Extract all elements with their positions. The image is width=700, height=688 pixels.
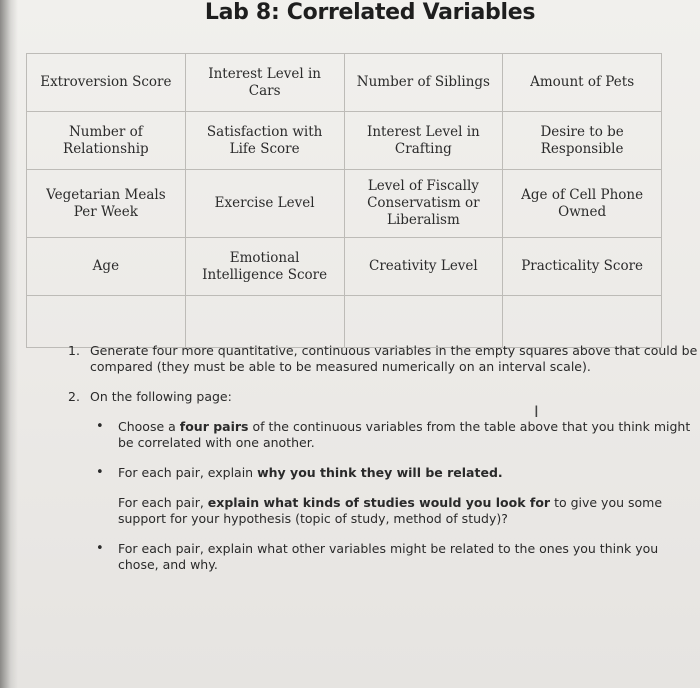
table-cell: Creativity Level xyxy=(344,238,503,296)
bullet-list xyxy=(90,419,698,573)
table-cell: Age xyxy=(27,238,186,296)
bullet-item: • Choose a four pairs of the continuous variables from the table above that you think might be correlated with one another. xyxy=(96,419,691,450)
table-row xyxy=(27,170,662,238)
bullet-item: For each pair, explain what kinds of studies would you look for to give you some support for your hypothesis (topic of study, method of study)? xyxy=(118,495,663,526)
table-cell: Exercise Level xyxy=(185,170,344,238)
table-cell: Number of Siblings xyxy=(344,54,503,112)
table-cell: Extroversion Score xyxy=(27,54,186,112)
item-number: 1. xyxy=(68,343,80,358)
table-row xyxy=(27,112,662,170)
item-number: 2. xyxy=(68,389,80,404)
bullet-icon: • xyxy=(96,541,104,556)
table-row xyxy=(27,54,662,112)
table-cell: Amount of Pets xyxy=(503,54,662,112)
bullet-item: • For each pair, explain why you think they will be related. xyxy=(96,465,503,480)
instruction-item-2 xyxy=(62,389,698,573)
variables-table xyxy=(26,53,662,348)
table-cell: Age of Cell Phone Owned xyxy=(503,170,662,238)
instruction-item-1 xyxy=(62,343,698,375)
table-cell: Interest Level in Cars xyxy=(185,54,344,112)
empty-cell xyxy=(503,296,662,348)
item-text: On the following page: xyxy=(90,389,232,404)
page-title: Lab 8: Correlated Variables xyxy=(204,0,536,25)
bullet-icon: • xyxy=(96,419,104,434)
table-row xyxy=(27,238,662,296)
empty-cell xyxy=(185,296,344,348)
table-cell: Desire to be Responsible xyxy=(503,112,662,170)
item-text: Generate four more quantitative, continuous variables in the empty squares above that could be compared (they must be able to be measured numerically on an interval scale). xyxy=(90,343,698,374)
bullet-item: • For each pair, explain what other variables might be related to the ones you think you chose, and why. xyxy=(96,541,659,572)
page-edge-shadow xyxy=(0,0,18,688)
bullet-icon: • xyxy=(96,465,104,480)
instructions xyxy=(62,343,698,587)
table-cell: Vegetarian Meals Per Week xyxy=(27,170,186,238)
table-cell: Emotional Intelligence Score xyxy=(185,238,344,296)
empty-cell xyxy=(344,296,503,348)
text-cursor-icon: I xyxy=(534,402,539,421)
table-cell: Practicality Score xyxy=(503,238,662,296)
table-cell: Level of Fiscally Conservatism or Liberalism xyxy=(344,170,503,238)
empty-cell xyxy=(27,296,186,348)
table-cell: Number of Relationship xyxy=(27,112,186,170)
table-row-empty xyxy=(27,296,662,348)
table-cell: Interest Level in Crafting xyxy=(344,112,503,170)
table-cell: Satisfaction with Life Score xyxy=(185,112,344,170)
